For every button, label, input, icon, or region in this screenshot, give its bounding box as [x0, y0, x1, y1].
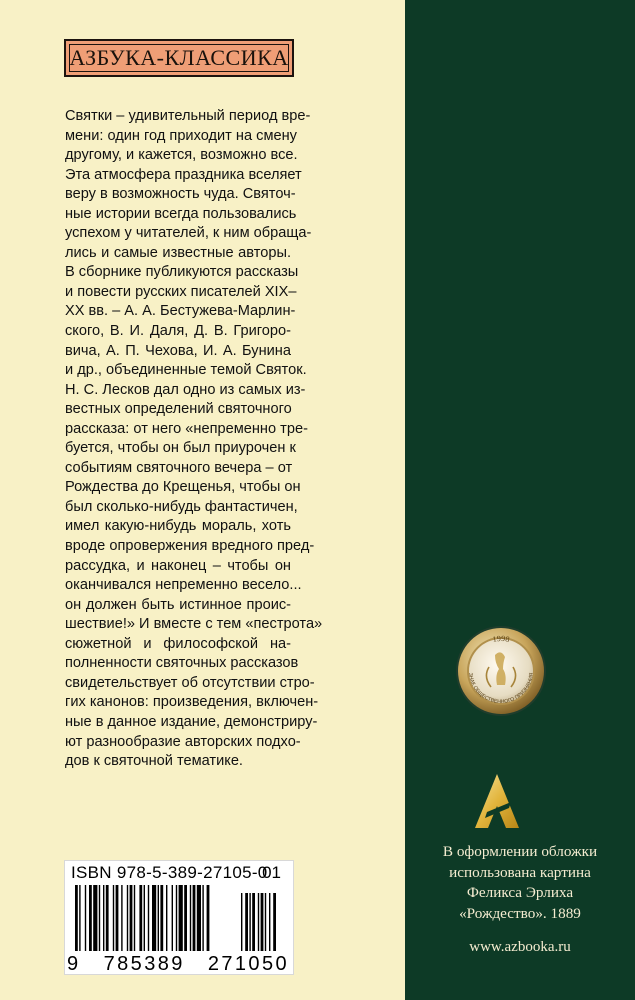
barcode-bar: [190, 885, 191, 951]
medal-emblem-icon: [455, 625, 547, 717]
blurb-line: успехом у читателей, к ним обраща-: [65, 225, 312, 242]
barcode-bar: [202, 885, 203, 951]
blurb-line: сюжетной и философской на-: [65, 635, 291, 652]
barcode-addon-bar: [241, 893, 242, 951]
barcode-bar: [79, 885, 80, 951]
credits-line: В оформлении обложки: [442, 843, 598, 860]
barcode-bar: [160, 885, 163, 951]
barcode-bar: [89, 885, 92, 951]
isbn-label: ISBN 978-5-389-27105-0: [71, 863, 268, 882]
blurb-line: и повести русских писателей XIX–: [65, 283, 297, 300]
blurb-line: полненности святочных рассказов: [65, 655, 299, 672]
barcode-bar: [144, 885, 145, 951]
barcode-bar: [134, 885, 135, 951]
blurb-line: В сборнике публикуются рассказы: [65, 264, 299, 281]
barcode-addon-bar: [252, 893, 255, 951]
barcode-bar: [148, 885, 149, 951]
credits-line: «Рождество». 1889: [459, 904, 581, 922]
blurb-line: шествие!» И вместе с тем «пестрота»: [65, 616, 323, 633]
barcode-addon-bar: [269, 893, 270, 951]
barcode-addon-bar: [245, 893, 248, 951]
barcode-bar: [106, 885, 109, 951]
medal-inscription: ЗНАК ОБЩЕСТВЕННОГО ПРИЗНАНИЯ: [467, 672, 535, 706]
blurb-line: и др., объединенные темой Святок.: [65, 362, 307, 379]
barcode-bar: [93, 885, 97, 951]
barcode-bar: [103, 885, 104, 951]
blurb-line: лись и самые известные авторы.: [65, 244, 291, 261]
blurb-line: веру в возможность чуда. Святоч-: [65, 186, 296, 203]
blurb-line: он должен быть истинное проис-: [65, 596, 291, 613]
blurb-line: Святки – удивительный период вре-: [65, 108, 311, 124]
blurb-line: ют разнообразие авторских подхо-: [65, 733, 301, 750]
ean-digits: [67, 953, 293, 976]
blurb-line: XX вв. – А. А. Бестужева-Марлин-: [65, 303, 296, 320]
ean-digit-prefix: 9: [67, 953, 81, 975]
blurb-line: рассказа: от него «непременно тре-: [65, 420, 308, 437]
blurb-line: гих канонов: произведения, включен-: [65, 694, 319, 711]
barcode-bar: [121, 885, 122, 951]
credits-line: Феликса Эрлиха: [466, 884, 574, 901]
blurb-line: имел какую-нибудь мораль, хоть: [65, 518, 291, 535]
blurb-line: ные истории всегда пользовались: [65, 205, 297, 222]
blurb-line: дов к святочной тематике.: [65, 753, 243, 770]
barcode-bar: [152, 885, 156, 951]
barcode-bar: [172, 885, 173, 951]
blurb-line: другому, и кажется, возможно все.: [65, 147, 298, 164]
barcode-bar: [75, 885, 78, 951]
blurb-line: ского, В. И. Даля, Д. В. Григоро-: [65, 323, 291, 340]
blurb-line: рассудка, и наконец – чтобы он: [65, 557, 291, 574]
barcode-bar: [184, 885, 187, 951]
barcode-bar: [139, 885, 142, 951]
series-title: АЗБУКА-КЛАССИКА: [69, 45, 289, 70]
barcode-bar: [130, 885, 133, 951]
barcode-bar: [179, 885, 183, 951]
blurb-line: событиям святочного вечера – от: [65, 459, 293, 476]
blurb-text: [65, 107, 323, 772]
barcode-bar: [158, 885, 159, 951]
barcode-bar: [116, 885, 119, 951]
blurb-line: вича, А. П. Чехова, И. А. Бунина: [65, 342, 291, 359]
barcode-addon-bar: [265, 893, 266, 951]
barcode-bar: [197, 885, 201, 951]
barcode-bar: [113, 885, 114, 951]
blurb-line: Эта атмосфера праздника вселяет: [65, 166, 302, 183]
barcode-bar: [166, 885, 167, 951]
series-badge: [64, 39, 294, 77]
credits-line: использована картина: [449, 863, 591, 881]
barcode-addon-bar: [273, 893, 276, 951]
barcode-addon-bar: [261, 893, 264, 951]
medal-year: 1998: [491, 633, 511, 644]
barcode-bar: [99, 885, 100, 951]
barcode-box: [64, 860, 294, 975]
cover-art-credits: [405, 842, 635, 924]
blurb-line: мени: один год приходит на смену: [65, 127, 297, 144]
barcode-addon-bar: [258, 893, 259, 951]
azbuka-logo-icon: [473, 772, 521, 830]
barcode-icon: [75, 885, 283, 953]
barcode-addon-bar: [249, 893, 250, 951]
blurb-line: свидетельствует об отсутствии стро-: [65, 674, 315, 691]
isbn-addon: 01: [262, 863, 281, 882]
blurb-line: Н. С. Лесков дал одно из самых из-: [65, 381, 306, 398]
barcode-bar: [176, 885, 177, 951]
publisher-website: www.azbooka.ru: [469, 939, 571, 955]
barcode-bar: [85, 885, 86, 951]
ean-digit-left: 785389: [103, 953, 185, 975]
blurb-line: был сколько-нибудь фантастичен,: [65, 498, 298, 515]
blurb-line: буется, чтобы он был приурочен к: [65, 440, 296, 457]
blurb-line: вестных определений святочного: [65, 401, 292, 418]
blurb-line: вроде опровержения вредного пред-: [65, 538, 315, 555]
barcode-bar: [207, 885, 210, 951]
barcode-bar: [127, 885, 128, 951]
barcode-bar: [193, 885, 196, 951]
blurb-line: оканчивался непременно весело...: [65, 577, 302, 594]
blurb-line: ные в данное издание, демонстриру-: [65, 713, 318, 730]
blurb-line: Рождества до Крещенья, чтобы он: [65, 479, 301, 496]
ean-digit-right: 271050: [207, 953, 289, 975]
